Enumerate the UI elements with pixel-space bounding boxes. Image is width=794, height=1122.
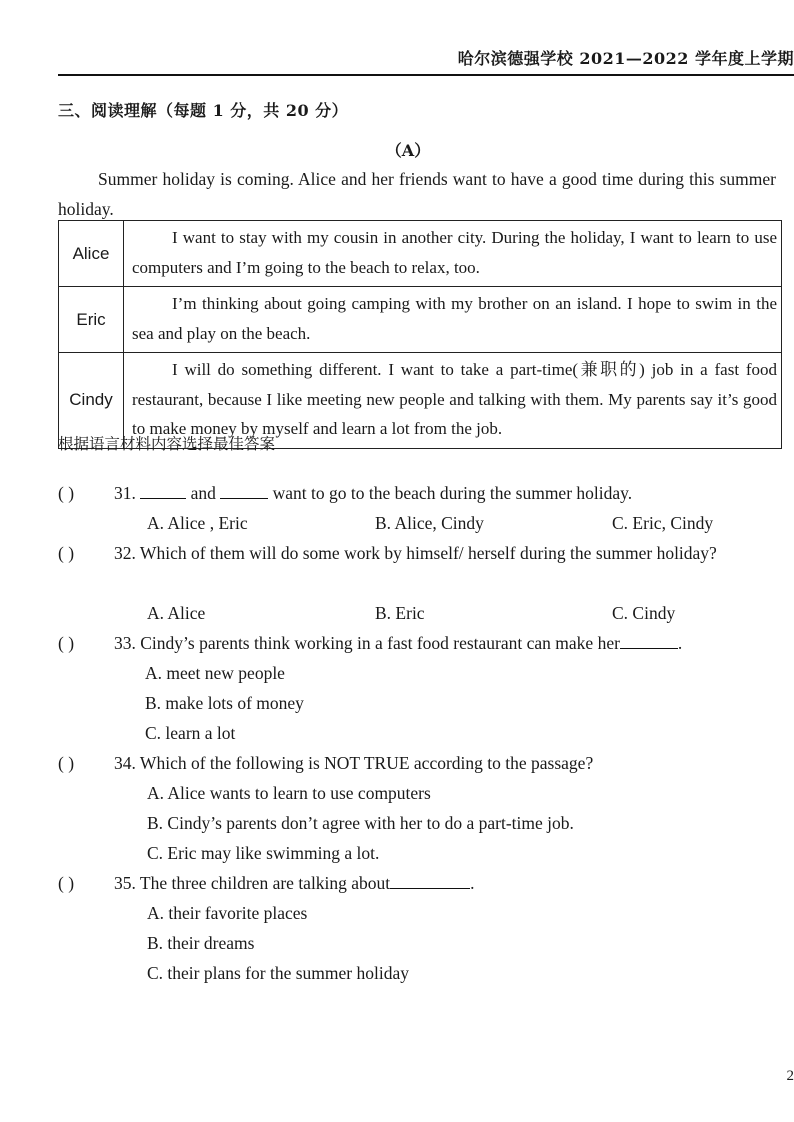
- answer-blank[interactable]: [390, 870, 470, 889]
- option-c[interactable]: C. Cindy: [612, 603, 676, 623]
- option-a[interactable]: A. Alice wants to learn to use computers: [147, 783, 431, 803]
- option-a[interactable]: A. meet new people: [145, 663, 285, 683]
- passage-table: [58, 220, 782, 449]
- row-text: I will do something different. I want to take a part-time(兼职的) job in a fast food restaurant, because I like meeting new people and talking with them. My parents say it’s good to make money by myself and learn a lot from the job.: [132, 360, 777, 438]
- question-32: [58, 538, 778, 568]
- question-31: [58, 478, 778, 508]
- option-c[interactable]: C. learn a lot: [145, 723, 236, 743]
- option-a[interactable]: A. Alice , Eric: [147, 513, 248, 533]
- question-number: 31.: [114, 483, 136, 503]
- answer-bracket[interactable]: ( ): [58, 873, 75, 893]
- option-a[interactable]: A. their favorite places: [147, 903, 308, 923]
- question-text: 33. Cindy’s parents think working in a fast food restaurant can make her: [114, 633, 620, 653]
- answer-bracket[interactable]: ( ): [58, 483, 75, 503]
- answer-blank[interactable]: [140, 480, 186, 499]
- question-end: .: [677, 633, 683, 653]
- question-text: 34. Which of the following is NOT TRUE according to the passage?: [114, 753, 594, 773]
- table-row: [59, 221, 782, 287]
- option-b[interactable]: B. Eric: [375, 603, 425, 623]
- question-33: [58, 628, 778, 658]
- option-a[interactable]: A. Alice: [147, 603, 206, 623]
- row-name: Eric: [59, 287, 124, 353]
- intro-paragraph: Summer holiday is coming. Alice and her friends want to have a good time during this summer holiday.: [58, 169, 776, 219]
- question-text: 32. Which of them will do some work by himself/ herself during the summer holiday?: [114, 543, 717, 563]
- question-35: [58, 868, 778, 898]
- option-b[interactable]: B. their dreams: [147, 933, 255, 953]
- option-b[interactable]: B. make lots of money: [145, 693, 304, 713]
- option-b[interactable]: B. Cindy’s parents don’t agree with her to do a part-time job.: [147, 813, 574, 833]
- section-title: 三、阅读理解（每题 1 分，共 20 分）: [58, 101, 349, 120]
- part-label: （A）: [385, 141, 431, 160]
- table-row: [59, 287, 782, 353]
- question-text: want to go to the beach during the summer holiday.: [272, 483, 633, 503]
- answer-bracket[interactable]: ( ): [58, 753, 75, 773]
- option-c[interactable]: C. Eric, Cindy: [612, 513, 714, 533]
- row-text-cell: [124, 287, 782, 353]
- row-name: Alice: [59, 221, 124, 287]
- header-title: 哈尔滨德强学校 2021—2022 学年度上学期: [58, 44, 794, 76]
- row-text: I’m thinking about going camping with my brother on an island. I hope to swim in the sea and play on the beach.: [132, 294, 777, 343]
- question-connector: and: [190, 483, 216, 503]
- answer-blank[interactable]: [220, 480, 268, 499]
- answer-blank[interactable]: [620, 630, 678, 649]
- option-b[interactable]: B. Alice, Cindy: [375, 513, 484, 533]
- row-text-cell: [124, 221, 782, 287]
- question-end: .: [470, 873, 475, 893]
- question-text: 35. The three children are talking about: [114, 873, 391, 893]
- row-name: Cindy: [59, 353, 124, 449]
- answer-bracket[interactable]: ( ): [58, 543, 75, 563]
- row-text: I want to stay with my cousin in another city. During the holiday, I want to learn to use computers and I’m going to the beach to relax, too.: [132, 228, 777, 277]
- page-number: 2: [786, 1068, 794, 1084]
- option-c[interactable]: C. Eric may like swimming a lot.: [147, 843, 380, 863]
- instruction-text: 根据语言材料内容选择最佳答案: [58, 435, 276, 453]
- option-c[interactable]: C. their plans for the summer holiday: [147, 963, 409, 983]
- question-34: [58, 748, 778, 778]
- answer-bracket[interactable]: ( ): [58, 633, 75, 653]
